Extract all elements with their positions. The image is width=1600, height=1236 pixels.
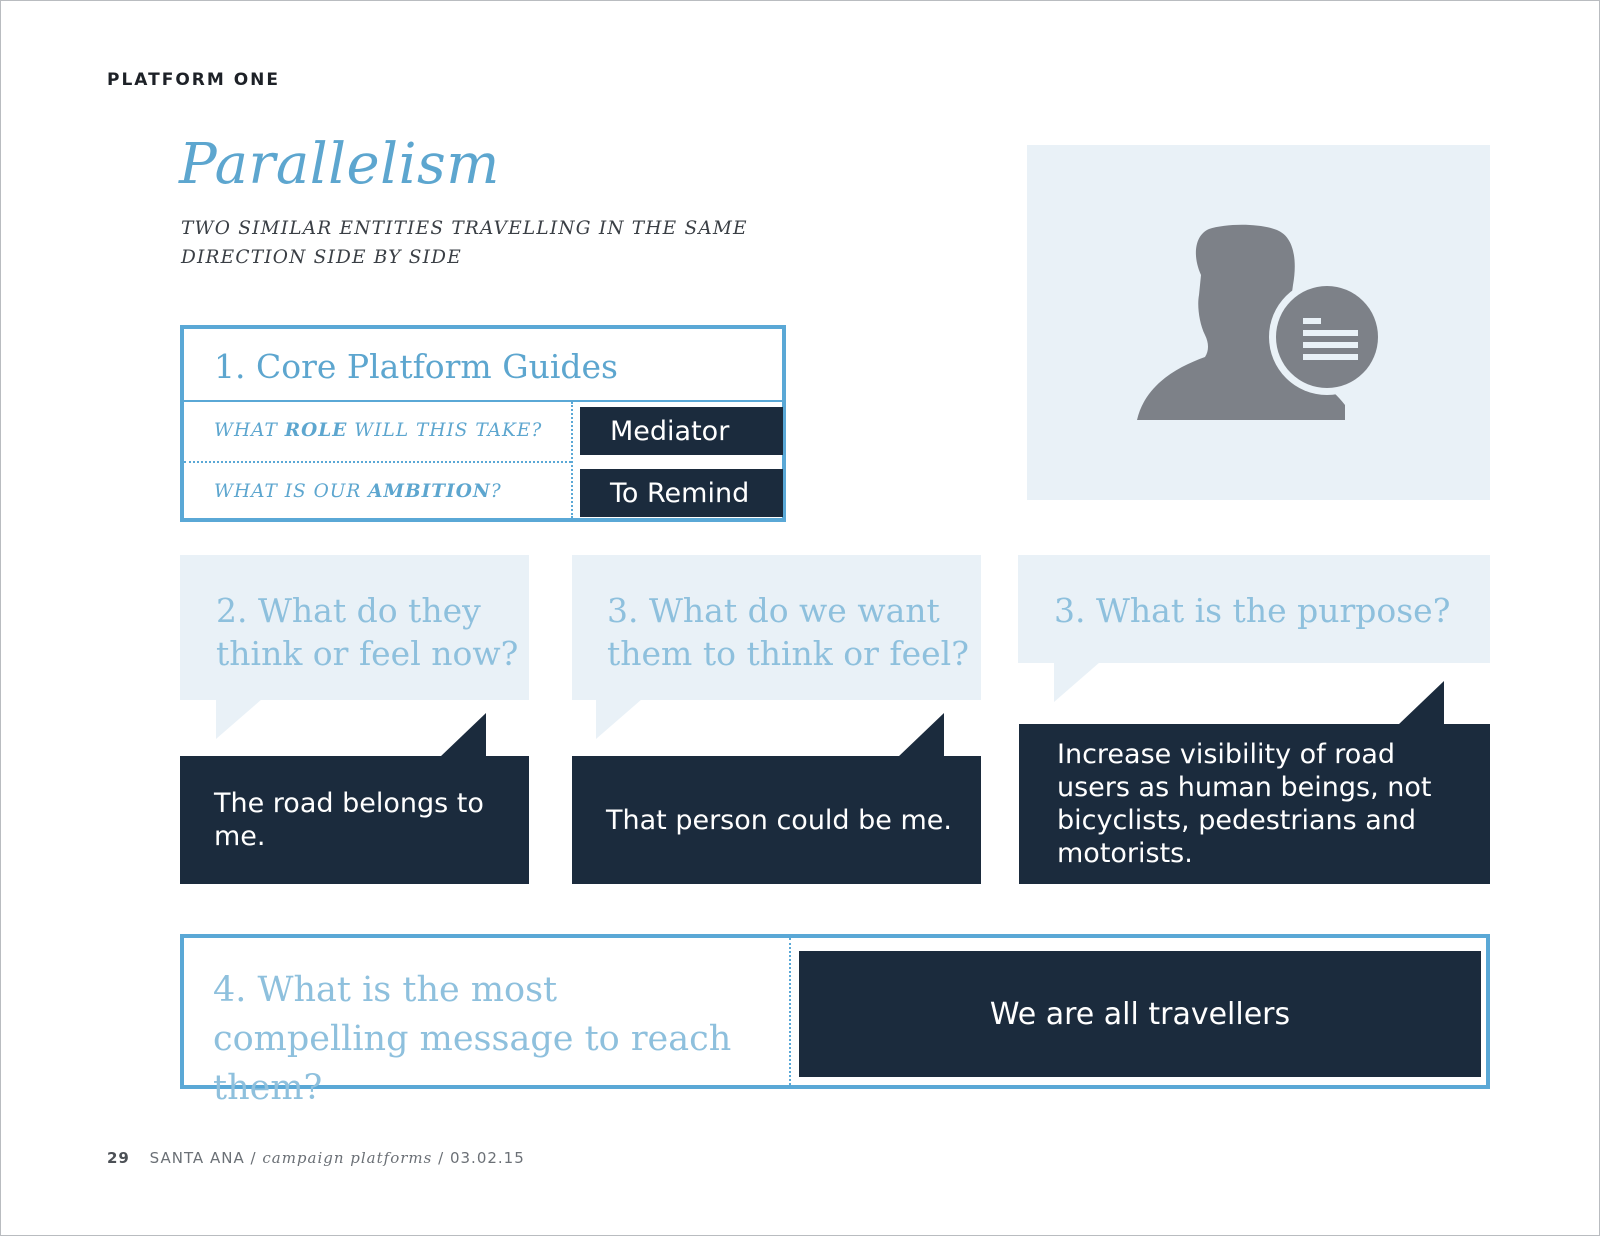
footer-doc: campaign platforms (262, 1149, 433, 1167)
answer-text: The road belongs to me. (214, 788, 484, 852)
footer-separator: / (250, 1149, 257, 1167)
role-question: WHAT ROLE WILL THIS TAKE? (214, 420, 543, 441)
answer-bubble-want (572, 756, 981, 884)
answer-text: Increase visibility of road users as human beings, not bicyclists, pedestrians and motorists. (1057, 739, 1432, 869)
role-answer: Mediator (580, 407, 783, 455)
bubble-tail (1398, 681, 1444, 725)
message-answer: We are all travellers (799, 951, 1481, 1077)
answer-text: That person could be me. (606, 804, 952, 836)
message-divider (789, 938, 791, 1085)
ambition-answer: To Remind (580, 469, 783, 517)
page-subtitle: TWO SIMILAR ENTITIES TRAVELLING IN THE SAME DIRECTION SIDE BY SIDE (181, 218, 748, 268)
bubble-tail (216, 699, 262, 739)
bubble-tail (440, 713, 486, 757)
core-row-divider (184, 461, 571, 463)
question-bubble-now: 2. What do they think or feel now? (180, 555, 529, 700)
footer (107, 1149, 525, 1167)
bubble-tail (596, 699, 642, 739)
page-title: Parallelism (179, 132, 500, 197)
core-platform-title: 1. Core Platform Guides (214, 347, 618, 386)
ambition-question: WHAT IS OUR AMBITION? (214, 481, 502, 502)
core-platform-box (180, 325, 786, 522)
message-question: 4. What is the most compelling message to reach them? (213, 970, 732, 1108)
page-number: 29 (107, 1149, 130, 1167)
footer-date: 03.02.15 (449, 1149, 525, 1167)
question-bubble-want: 3. What do we want them to think or feel? (572, 555, 981, 700)
bubble-tail (898, 713, 944, 757)
core-divider (184, 400, 782, 402)
section-label: PLATFORM ONE (107, 70, 281, 90)
footer-separator: / (438, 1149, 445, 1167)
footer-org: SANTA ANA (149, 1149, 245, 1167)
question-bubble-purpose: 3. What is the purpose? (1018, 555, 1490, 663)
bubble-tail (1054, 662, 1100, 702)
message-box (180, 934, 1490, 1108)
avatar-panel (1027, 145, 1490, 500)
answer-bubble-purpose (1019, 724, 1490, 884)
answer-bubble-now (180, 756, 529, 884)
user-message-icon (1027, 145, 1490, 500)
core-column-divider (571, 402, 573, 518)
